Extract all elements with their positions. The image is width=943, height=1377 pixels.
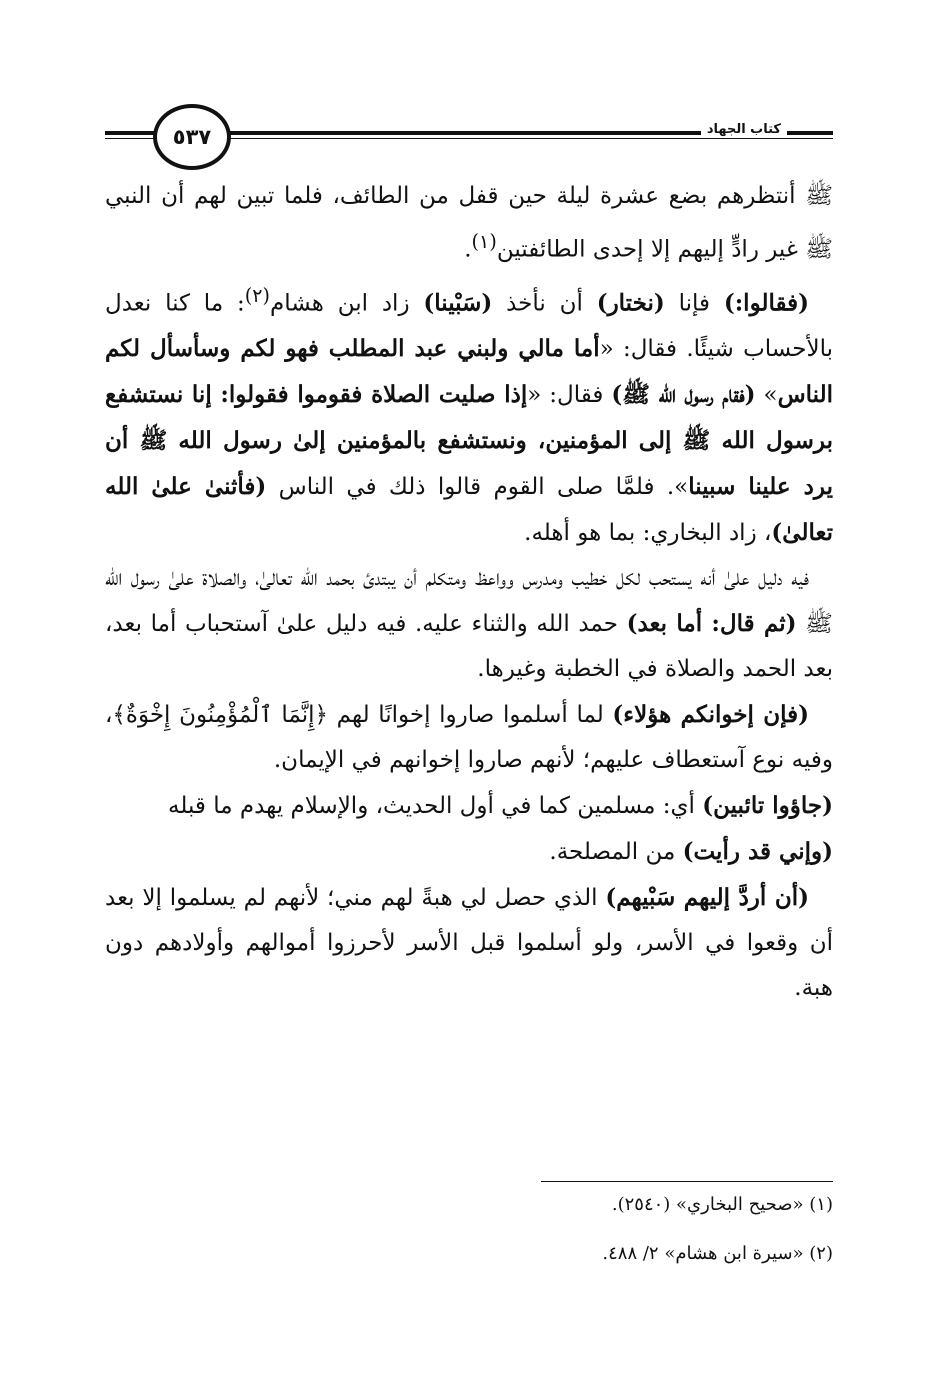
page-header [105, 100, 833, 170]
paragraph: (فإن إخوانكم هؤلاء) لما أسلموا صاروا إخوانًا لهم ﴿إِنَّمَا ٱلْمُؤْمِنُونَ إِخْوَةٌ﴾، وفيه نوع آستعطاف عليهم؛ لأنهم صاروا إخوانهم في الإيمان. [105, 701, 833, 774]
running-title: كتاب الجهاد [701, 122, 787, 137]
footnote-1: (١) «صحيح البخاري» (٢٥٤٠). [611, 1194, 833, 1215]
footnote-divider [541, 1181, 833, 1182]
paragraph: (أن أردَّ إليهم سَبْيهم) الذي حصل لي هبةً لهم مني؛ لأنهم لم يسلموا إلا بعد أن وقعوا في الأسر، ولو أسلموا قبل الأسر لأحرزوا أموالهم وأولادهم دون هبة. [105, 884, 833, 1002]
paragraph: فيه دليل علىٰ أنه يستحب لكل خطيب ومدرس وواعظ ومتكلم أن يبتدئ بحمد الله تعالىٰ، والصلاة علىٰ رسول الله ﷺ (ثم قال: أما بعد) حمد الله والثناء عليه. فيه دليل علىٰ آستحباب أما بعد، بعد الحمد والصلاة في الخطبة وغيرها. [105, 565, 833, 683]
paragraph: (وإني قد رأيت) من المصلحة. [549, 838, 833, 866]
page-number: ٥٣٧ [153, 104, 231, 170]
footnote-2: (٢) «سيرة ابن هشام» ٢/ ٤٨٨. [602, 1243, 833, 1264]
body-text [105, 174, 833, 1011]
paragraph: (فقالوا:) فإنا (نختار) أن نأخذ (سَبْينا) زاد ابن هشام$^{(٢)}$: ما كنا نعدل بالأحساب شيئًا. فقال: «أما مالي ولبني عبد المطلب فهو لكم وسأسأل لكم الناس» (فقام رسول الله ﷺ) فقال: «إذا صليت الصلاة فقوموا فقولوا: إنا نستشفع برسول الله ﷺ إلى المؤمنين، ونستشفع بالمؤمنين إلىٰ رسول الله ﷺ أن يرد علينا سبينا». فلمَّا صلى القوم قالوا ذلك في الناس (فأثنىٰ علىٰ الله تعالىٰ)، زاد البخاري: بما هو أهله. [105, 283, 834, 547]
footnotes [233, 1192, 833, 1290]
header-rule-thin [215, 138, 833, 139]
paragraph: ﷺ أنتظرهم بضع عشرة ليلة حين قفل من الطائف، فلما تبين لهم أن النبي ﷺ غير رادٍّ إليهم إلا إحدى الطائفتين$^{(١)}$. [105, 183, 833, 263]
footnote-ref[interactable]: (١) [471, 230, 497, 253]
paragraph: (جاؤوا تائبين) أي: مسلمين كما في أول الحديث، والإسلام يهدم ما قبله [168, 792, 833, 820]
footnote-ref[interactable]: (٢) [244, 283, 270, 307]
